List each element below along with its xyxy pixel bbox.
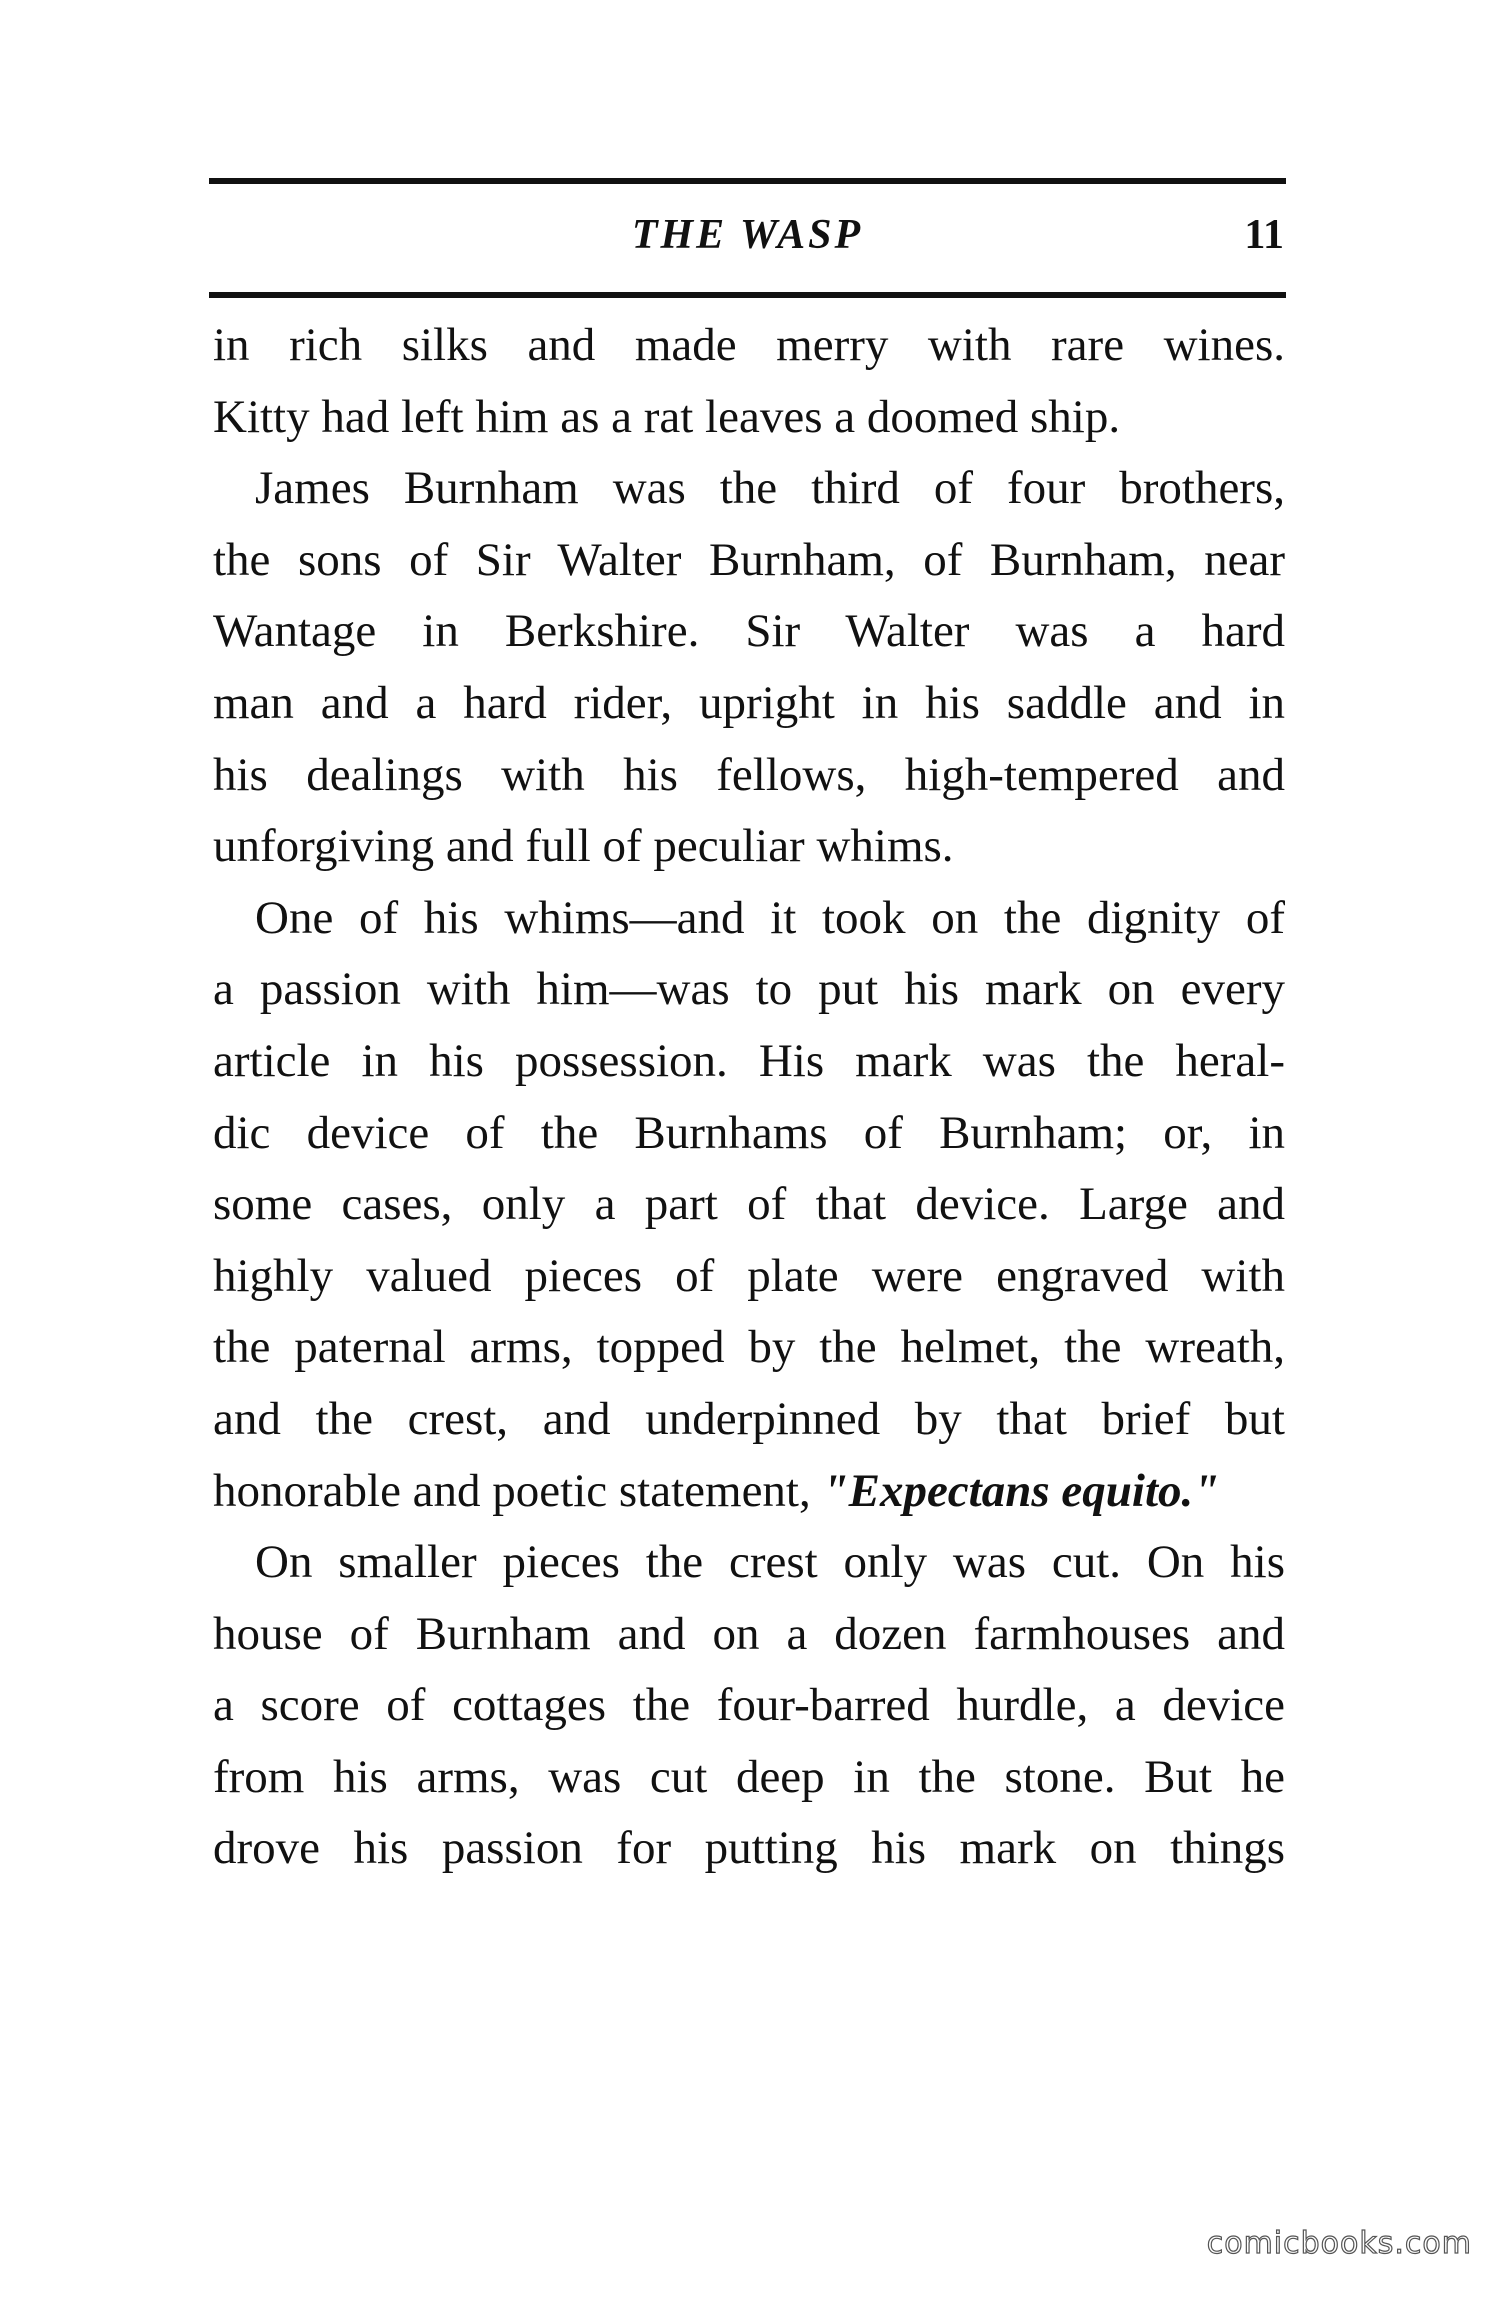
text-line	[213, 1813, 1285, 1885]
text-line-content: house of Burnham and on a dozen farmhouses and	[213, 1607, 1285, 1660]
text-line	[213, 1456, 1285, 1528]
text-line	[213, 1384, 1285, 1456]
text-line-content: dic device of the Burnhams of Burnham; or, in	[213, 1106, 1285, 1159]
text-line	[213, 668, 1285, 740]
text-line	[213, 954, 1285, 1026]
text-line	[213, 453, 1285, 525]
text-line-content: the paternal arms, topped by the helmet, the wreath,	[213, 1321, 1285, 1374]
text-line-content: the sons of Sir Walter Burnham, of Burnham, near	[213, 533, 1285, 586]
text-line	[213, 1169, 1285, 1241]
text-line-content: Kitty had left him as a rat leaves a doomed ship.	[213, 390, 1121, 443]
text-line-content: from his arms, was cut deep in the stone. But he	[213, 1750, 1285, 1803]
text-line-content: honorable and poetic statement,	[213, 1464, 811, 1517]
page-number: 11	[1244, 212, 1284, 258]
text-line	[213, 1742, 1285, 1814]
text-line-content: and the crest, and underpinned by that brief but	[213, 1392, 1285, 1445]
text-line-content: some cases, only a part of that device. Large and	[213, 1178, 1285, 1231]
text-line-content: drove his passion for putting his mark on things	[213, 1822, 1285, 1875]
text-line-content: unforgiving and full of peculiar whims.	[213, 820, 954, 873]
text-line	[213, 310, 1285, 382]
text-line	[213, 596, 1285, 668]
running-head	[209, 200, 1286, 270]
text-line	[213, 1599, 1285, 1671]
running-title: THE WASP	[631, 212, 864, 258]
text-line	[213, 382, 1285, 454]
text-line	[213, 1670, 1285, 1742]
text-line-content: highly valued pieces of plate were engraved with	[213, 1249, 1285, 1302]
text-line	[213, 1026, 1285, 1098]
text-line-content: On smaller pieces the crest only was cut. On his	[255, 1536, 1285, 1589]
text-line	[213, 525, 1285, 597]
text-line-content: man and a hard rider, upright in his saddle and in	[213, 676, 1285, 729]
motto-text: "Expectans equito."	[822, 1464, 1220, 1517]
watermark: comicbooks.com	[1206, 2226, 1472, 2261]
header-bottom-rule	[209, 292, 1286, 298]
text-line-content: his dealings with his fellows, high-tempered and	[213, 748, 1285, 801]
text-line	[213, 1312, 1285, 1384]
text-line	[213, 1527, 1285, 1599]
text-line	[213, 1098, 1285, 1170]
text-line-content: in rich silks and made merry with rare wines.	[213, 319, 1285, 371]
text-line	[213, 740, 1285, 812]
text-line	[213, 1241, 1285, 1313]
text-line-content: One of his whims—and it took on the dignity of	[255, 891, 1285, 944]
text-line-content: a passion with him—was to put his mark on every	[213, 963, 1285, 1016]
body-text	[213, 310, 1285, 1885]
header-top-rule	[209, 178, 1286, 184]
text-line-content: article in his possession. His mark was the heral-	[213, 1034, 1285, 1087]
text-line-content: a score of cottages the four-barred hurdle, a device	[213, 1679, 1285, 1732]
text-line-content: Wantage in Berkshire. Sir Walter was a hard	[213, 605, 1285, 658]
text-line-content: James Burnham was the third of four brothers,	[255, 462, 1285, 515]
text-line	[213, 883, 1285, 955]
text-line	[213, 811, 1285, 883]
